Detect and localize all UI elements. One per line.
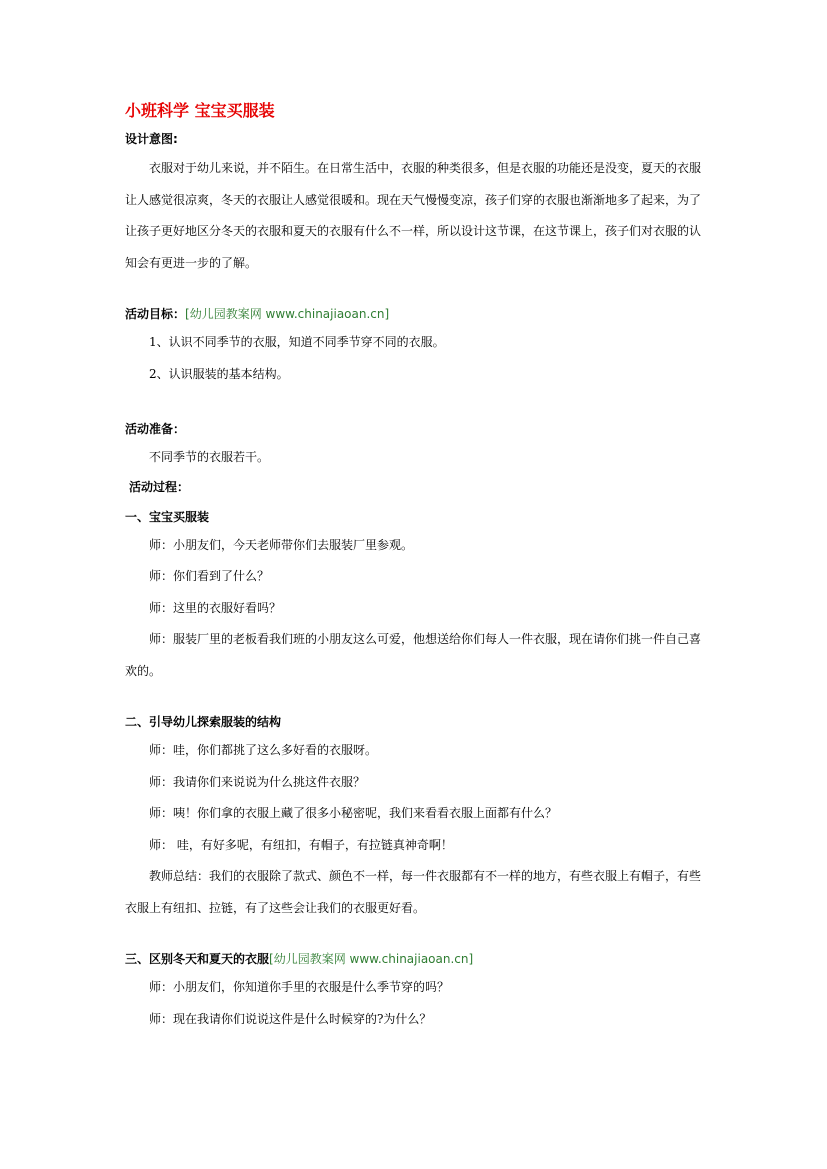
section3-site-link[interactable]: [幼儿园教案网 www.chinajiaoan.cn] xyxy=(269,952,474,966)
preparation-heading: 活动准备： xyxy=(125,422,186,436)
section3-heading-row xyxy=(125,950,705,968)
dialogue-paragraph: 师：服装厂里的老板看我们班的小朋友这么可爱，他想送给你们每人一件衣服，现在请你们挑一件自己喜欢的。 xyxy=(125,632,702,678)
dialogue-line: 师：哇，你们都挑了这么多好看的衣服呀。 xyxy=(149,743,378,757)
dialogue-line: 师：现在我请你们说说这件是什么时候穿的?为什么？ xyxy=(149,1011,432,1026)
dialogue-line: 师：咦！你们拿的衣服上藏了很多小秘密呢，我们来看看衣服上面都有什么？ xyxy=(149,806,558,820)
section3-heading: 三、区别冬天和夏天的衣服 xyxy=(125,952,270,966)
teacher-summary: 教师总结：我们的衣服除了款式、颜色不一样，每一件衣服都有不一样的地方，有些衣服上有帽子，有些衣服上有纽扣、拉链，有了这些会让我们的衣服更好看。 xyxy=(125,869,702,915)
design-intent-heading: 设计意图: xyxy=(125,132,178,146)
dialogue-line: 师：小朋友们，你知道你手里的衣服是什么季节穿的吗？ xyxy=(149,980,450,994)
goals-heading-row xyxy=(125,305,705,323)
design-intent-body: 衣服对于幼儿来说，并不陌生。在日常生活中，衣服的种类很多，但是衣服的功能还是没变，夏天的衣服让人感觉很凉爽，冬天的衣服让人感觉很暖和。现在天气慢慢变凉，孩子们穿的衣服也渐渐地多了起来，为了让孩子更好地区分冬天的衣服和夏天的衣服有什么不一样，所以设计这节课，在这节课上，孩子们对衣服的认知会有更进一步的了解。 xyxy=(125,161,702,270)
goals-heading: 活动目标： xyxy=(125,307,186,321)
dialogue-line: 师：小朋友们，今天老师带你们去服装厂里参观。 xyxy=(149,537,414,552)
section1-heading: 一、宝宝买服装 xyxy=(125,509,210,524)
process-heading: 活动过程： xyxy=(129,479,190,494)
dialogue-line: 师：这里的衣服好看吗？ xyxy=(149,600,282,615)
goal-item: 1、认识不同季节的衣服，知道不同季节穿不同的衣服。 xyxy=(149,335,445,349)
dialogue-line: 师： 哇，有好多呢，有纽扣，有帽子，有拉链真神奇啊！ xyxy=(149,837,453,852)
document-title: 小班科学 宝宝买服装 xyxy=(125,101,275,120)
dialogue-line: 师：你们看到了什么？ xyxy=(149,569,270,583)
document-page xyxy=(125,100,705,1035)
goal-item: 2、认识服装的基本结构。 xyxy=(149,366,289,381)
preparation-body: 不同季节的衣服若干。 xyxy=(149,450,270,464)
section2-heading: 二、引导幼儿探索服装的结构 xyxy=(125,715,282,729)
goals-site-link[interactable]: [幼儿园教案网 www.chinajiaoan.cn] xyxy=(185,307,390,321)
dialogue-line: 师：我请你们来说说为什么挑这件衣服？ xyxy=(149,774,366,789)
